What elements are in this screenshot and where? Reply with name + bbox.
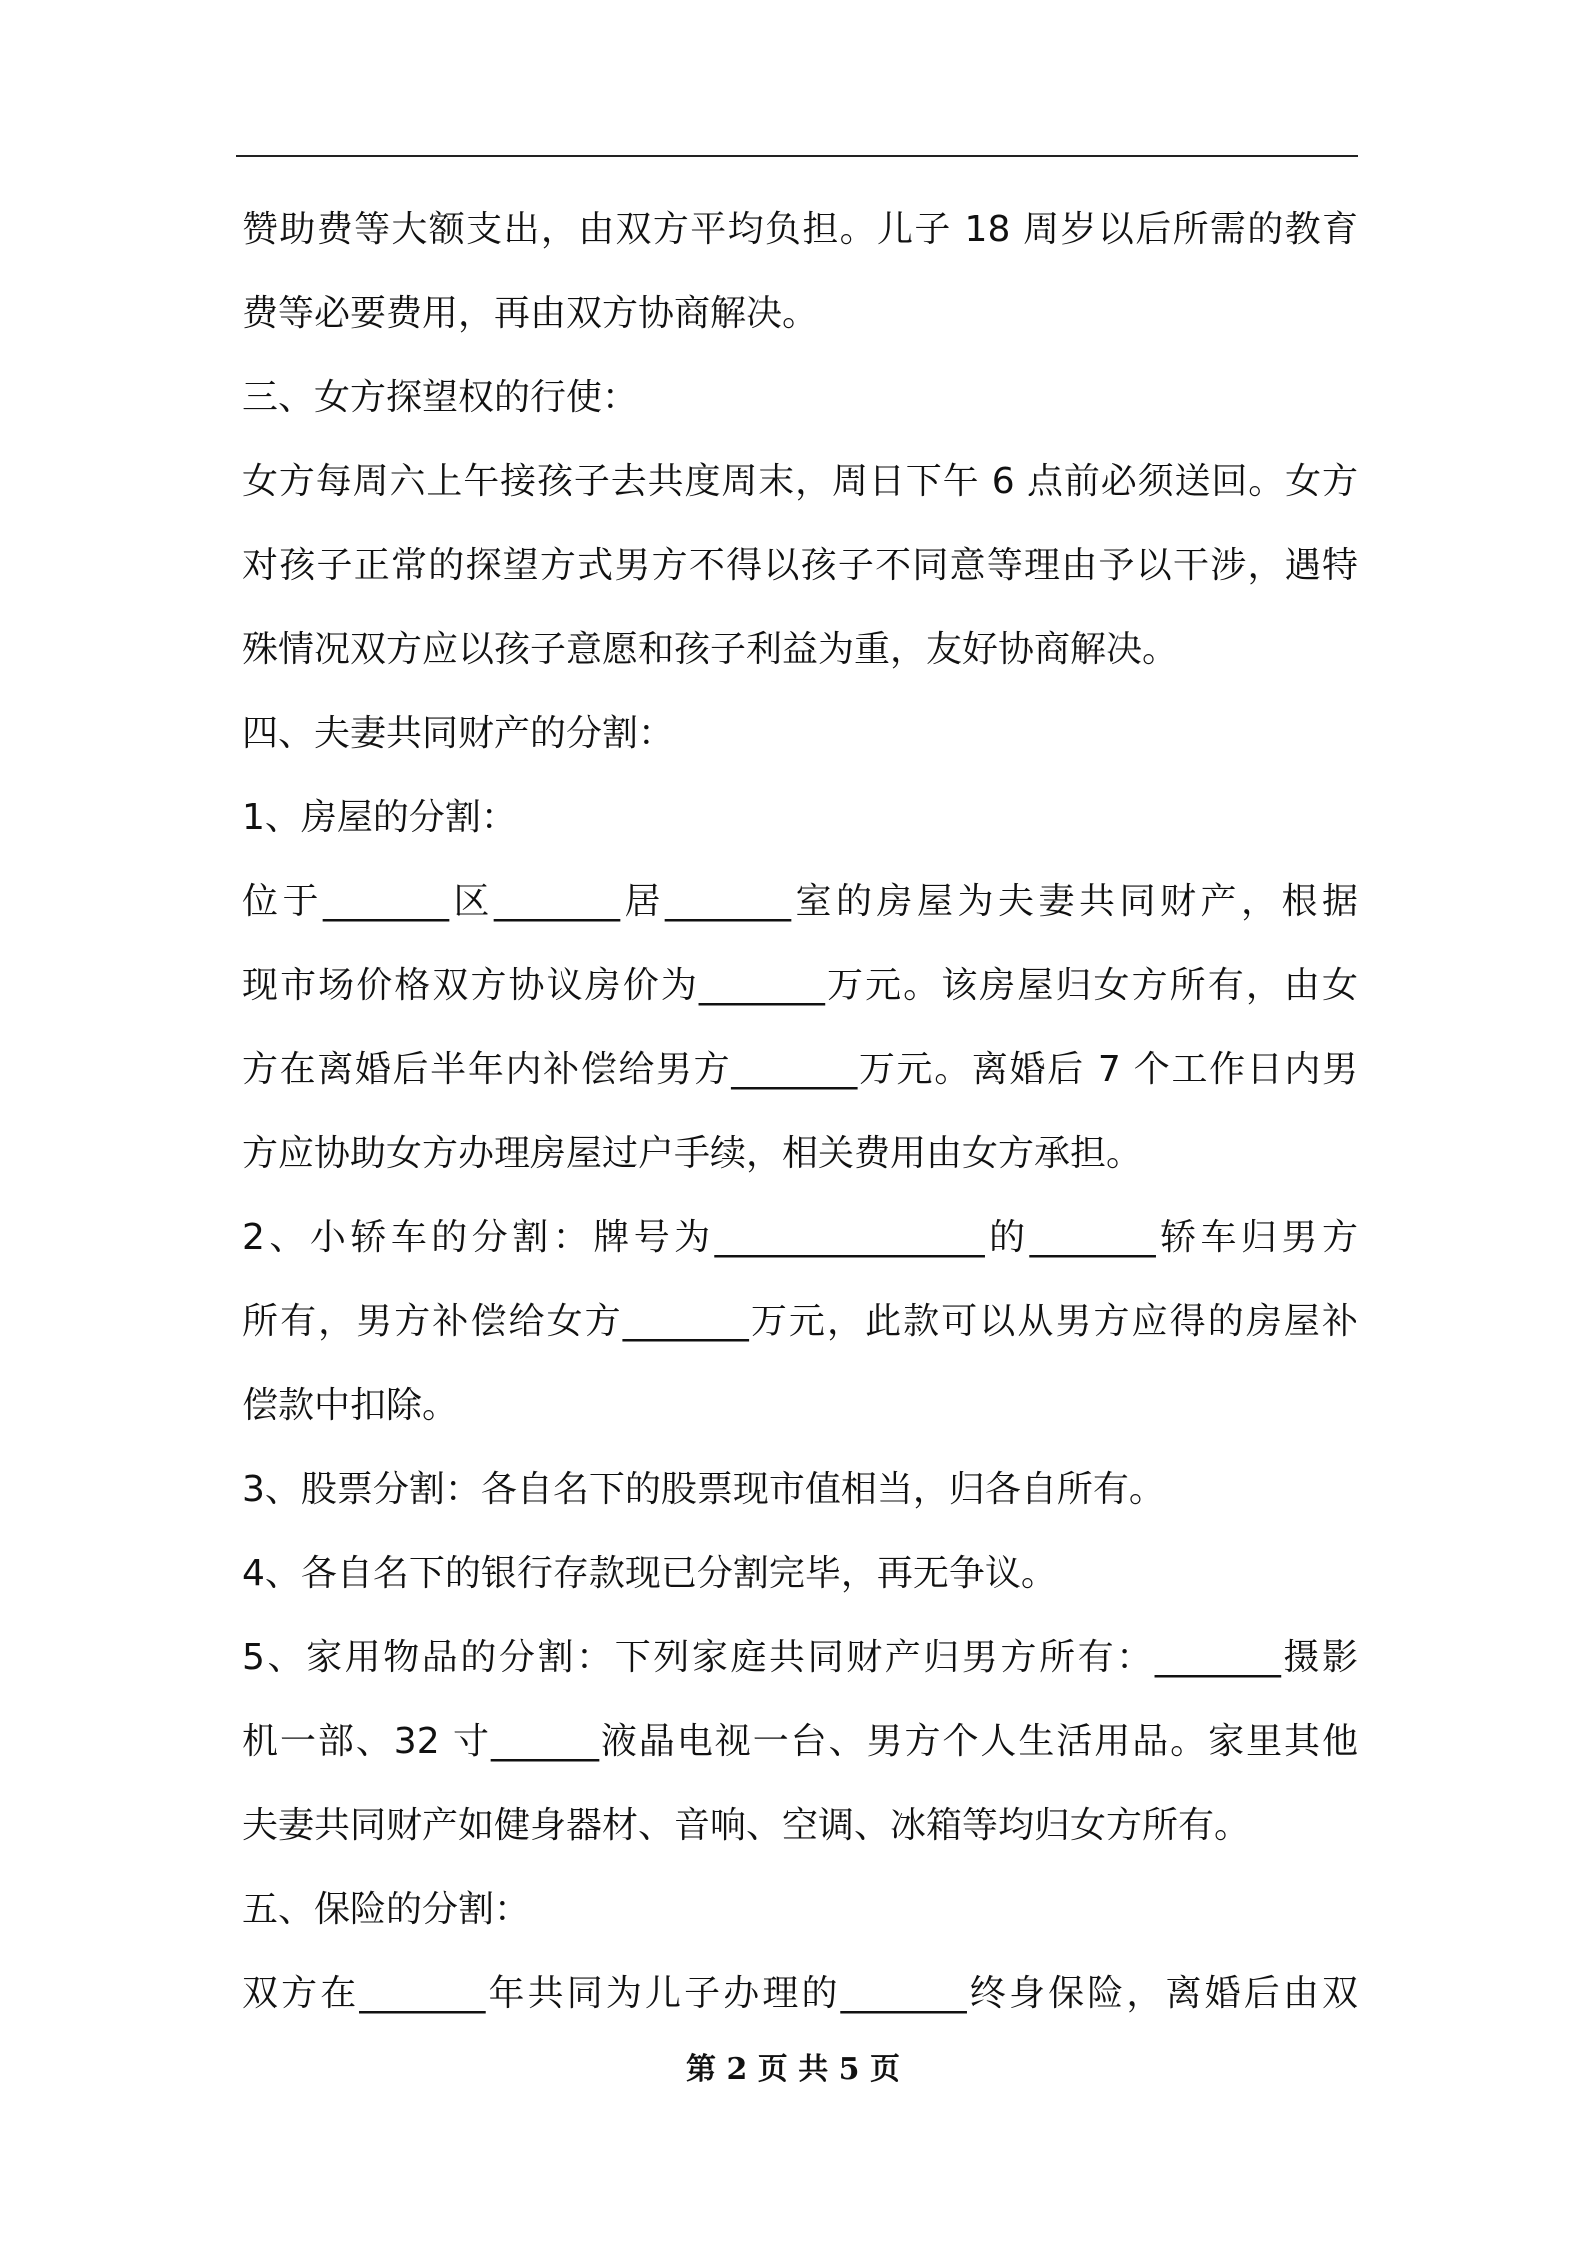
section-heading-insurance: 五、保险的分割： (242, 1889, 531, 1930)
text-line-17: 4、各自名下的银行存款现已分割完毕，再无争议。 (242, 1553, 1057, 1594)
body-text (242, 188, 1358, 2036)
text-line-22: 双方在_______年共同为儿子办理的_______终身保险，离婚后由双 (242, 1973, 1358, 2014)
text-line-12: 方应协助女方办理房屋过户手续，相关费用由女方承担。 (242, 1133, 1143, 1174)
text-line-1: 赞助费等大额支出，由双方平均负担。儿子 18 周岁以后所需的教育 (242, 209, 1358, 250)
text-line-18: 5、家用物品的分割：下列家庭共同财产归男方所有：_______摄影 (242, 1637, 1358, 1678)
text-line-11: 方在离婚后半年内补偿给男方_______万元。离婚后 7 个工作日内男 (242, 1049, 1358, 1090)
subheading-house: 1、房屋的分割： (242, 797, 517, 838)
text-line-20: 夫妻共同财产如健身器材、音响、空调、冰箱等均归女方所有。 (242, 1805, 1251, 1846)
text-line-13: 2、小轿车的分割：牌号为_______________的_______轿车归男方 (242, 1217, 1358, 1258)
text-line-6: 殊情况双方应以孩子意愿和孩子利益为重，友好协商解决。 (242, 629, 1179, 670)
header-rule (236, 155, 1358, 157)
section-heading-visitation: 三、女方探望权的行使： (242, 377, 639, 418)
text-line-9: 位于_______区_______居_______室的房屋为夫妻共同财产，根据 (242, 881, 1358, 922)
text-line-14: 所有，男方补偿给女方_______万元，此款可以从男方应得的房屋补 (242, 1301, 1358, 1342)
text-line-16: 3、股票分割：各自名下的股票现市值相当，归各自所有。 (242, 1469, 1165, 1510)
text-line-19: 机一部、32 寸______液晶电视一台、男方个人生活用品。家里其他 (242, 1721, 1358, 1762)
text-line-15: 偿款中扣除。 (242, 1385, 459, 1426)
section-heading-property: 四、夫妻共同财产的分割： (242, 713, 675, 754)
page-number-footer: 第 2 页 共 5 页 (686, 2052, 900, 2087)
text-line-10: 现市场价格双方协议房价为_______万元。该房屋归女方所有，由女 (242, 965, 1358, 1006)
text-line-4: 女方每周六上午接孩子去共度周末，周日下午 6 点前必须送回。女方 (242, 461, 1358, 502)
text-line-2: 费等必要费用，再由双方协商解决。 (242, 293, 819, 334)
text-line-5: 对孩子正常的探望方式男方不得以孩子不同意等理由予以干涉，遇特 (242, 545, 1358, 586)
